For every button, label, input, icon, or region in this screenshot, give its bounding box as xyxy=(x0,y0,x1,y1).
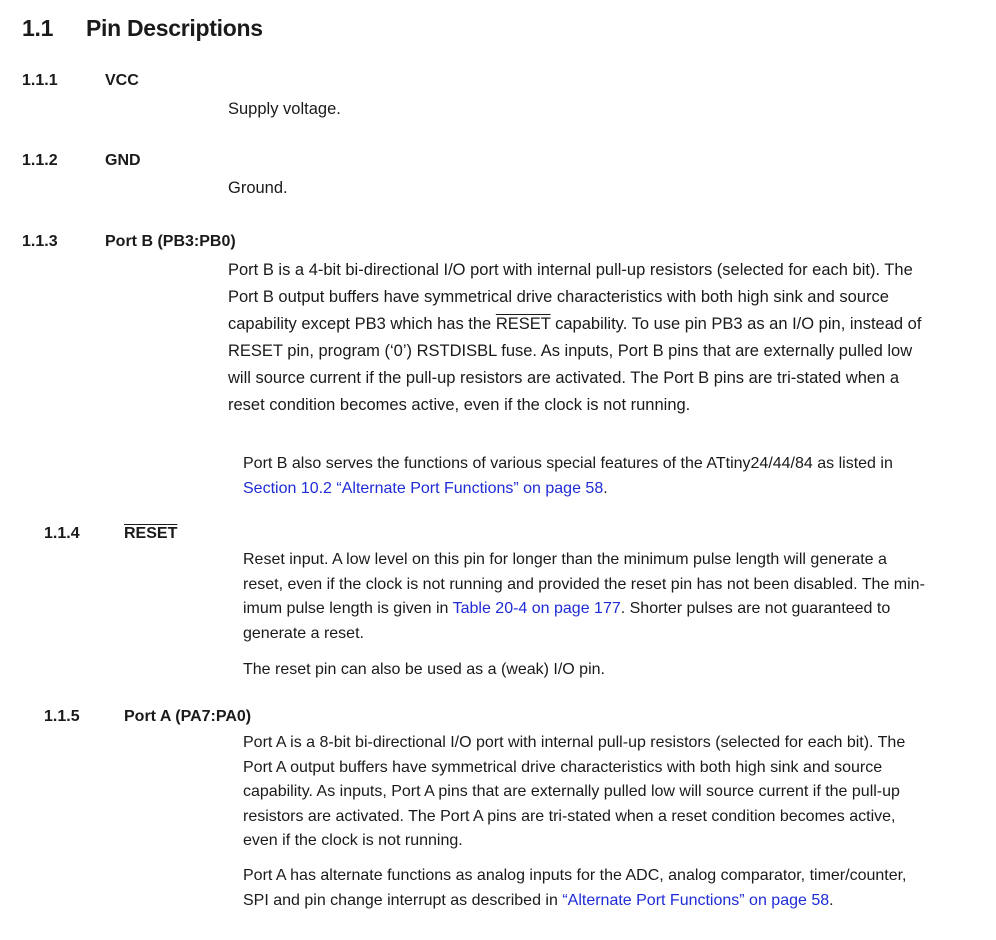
section-number: 1.1 xyxy=(22,15,54,41)
reset-paragraph-2: The reset pin can also be used as a (weak) I/O pin. xyxy=(243,661,605,678)
reset-title: RESET xyxy=(124,525,178,542)
port-a-title: Port A (PA7:PA0) xyxy=(124,708,252,725)
text-line xyxy=(243,477,893,502)
text-line: RESET pin, program (‘0’) RSTDISBL fuse. As inputs, Port B pins that are externally pulled low xyxy=(228,342,913,360)
text-line: Port A is a 8-bit bi-directional I/O port with internal pull-up resistors (selected for each bit). The xyxy=(243,734,906,751)
port-a-number: 1.1.5 xyxy=(44,708,80,725)
vcc-description: Supply voltage. xyxy=(228,100,341,118)
alternate-port-functions-link[interactable]: “Alternate Port Functions” on page 58 xyxy=(562,891,830,909)
text-line xyxy=(243,889,907,914)
table-20-4-link[interactable]: Table 20-4 on page 177 xyxy=(452,600,621,617)
text-fragment: SPI and pin change interrupt as described in xyxy=(243,891,563,909)
text-line: generate a reset. xyxy=(243,624,364,642)
text-line: resistors are activated. The Port A pins are tri-stated when a reset condition becomes active, xyxy=(243,807,896,825)
text-line: Port B also serves the functions of various special features of the ATtiny24/44/84 as listed in xyxy=(243,455,893,472)
gnd-number: 1.1.2 xyxy=(22,152,58,169)
text-line: reset condition becomes active, even if the clock is not running. xyxy=(228,396,691,414)
text-line: Port B is a 4-bit bi-directional I/O port with internal pull-up resistors (selected for each bit). The xyxy=(228,261,913,279)
text-fragment: . Shorter pulses are not guaranteed to xyxy=(620,600,891,617)
gnd-title: GND xyxy=(105,152,141,169)
section-10-2-link[interactable]: Section 10.2 “Alternate Port Functions” on page 58 xyxy=(243,479,604,497)
text-fragment: . xyxy=(603,479,608,497)
text-line xyxy=(243,597,925,622)
text-line: will source current if the pull-up resistors are activated. The Port B pins are tri-stated when a xyxy=(228,369,899,387)
vcc-title: VCC xyxy=(105,72,139,89)
section-title: Pin Descriptions xyxy=(86,15,263,41)
text-fragment: . xyxy=(829,891,834,909)
port-b-number: 1.1.3 xyxy=(22,233,58,250)
gnd-description: Ground. xyxy=(228,179,288,197)
text-line: Reset input. A low level on this pin for longer than the minimum pulse length will generate a xyxy=(243,551,887,568)
text-line: capability. As inputs, Port A pins that are externally pulled low will source current if the pull-up xyxy=(243,783,900,800)
port-b-paragraph-2 xyxy=(243,452,893,501)
text-line xyxy=(228,311,921,338)
port-a-paragraph-1 xyxy=(243,731,905,854)
reset-signal-overlined: RESET xyxy=(495,315,551,333)
text-fragment: capability except PB3 which has the xyxy=(228,315,496,333)
vcc-number: 1.1.1 xyxy=(22,72,58,89)
reset-number: 1.1.4 xyxy=(44,525,80,542)
port-b-title: Port B (PB3:PB0) xyxy=(105,233,236,250)
port-a-paragraph-2 xyxy=(243,864,907,913)
text-line: reset, even if the clock is not running and provided the reset pin has not been disabled. The min- xyxy=(243,575,925,593)
text-fragment: imum pulse length is given in xyxy=(243,600,453,617)
text-line: even if the clock is not running. xyxy=(243,832,463,849)
text-line: Port A output buffers have symmetrical drive characteristics with both high sink and source xyxy=(243,758,883,776)
text-line: Port A has alternate functions as analog inputs for the ADC, analog comparator, timer/counter, xyxy=(243,867,907,884)
text-fragment: capability. To use pin PB3 as an I/O pin, instead of xyxy=(550,315,922,333)
text-line: Port B output buffers have symmetrical drive characteristics with both high sink and source xyxy=(228,288,889,306)
reset-paragraph-1 xyxy=(243,548,925,646)
port-b-paragraph-1 xyxy=(228,257,921,419)
